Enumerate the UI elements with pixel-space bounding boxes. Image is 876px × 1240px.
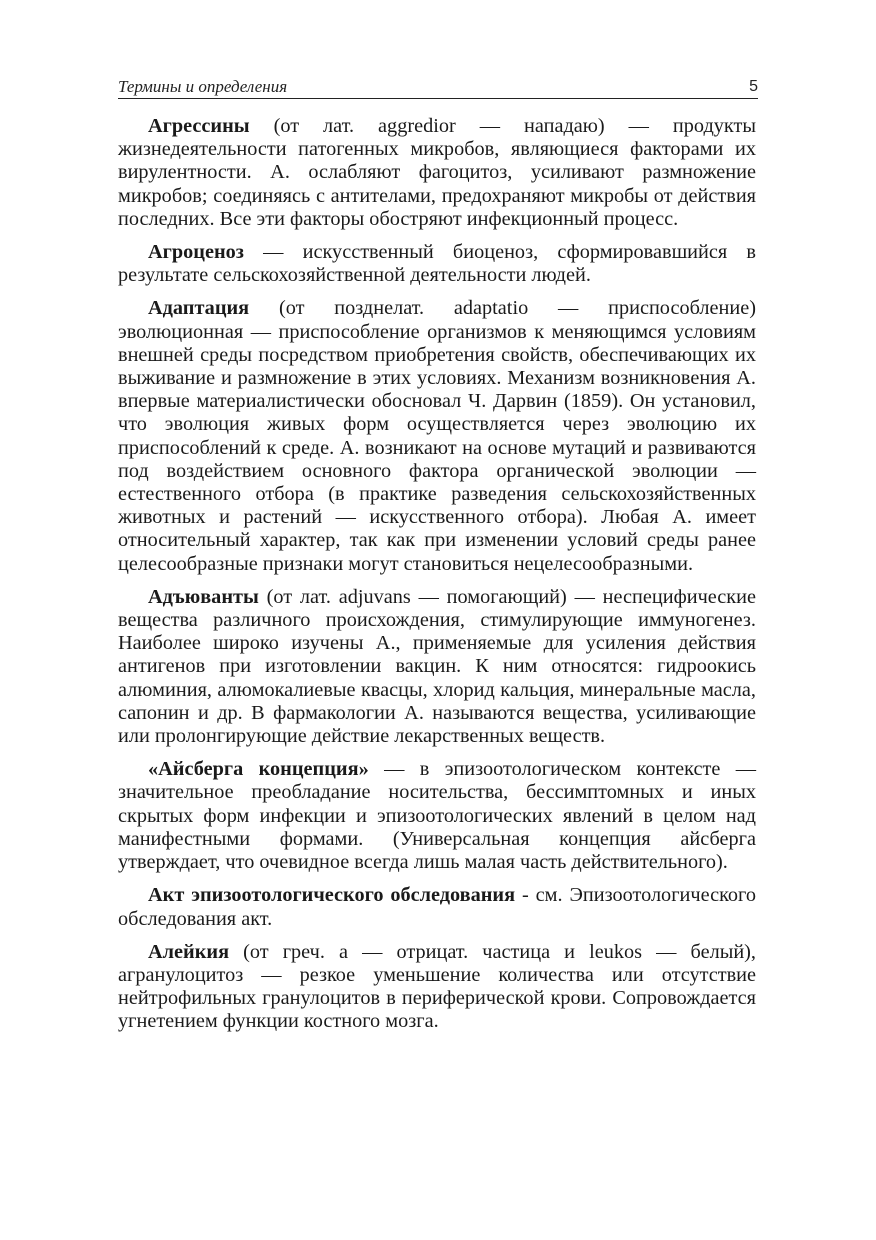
glossary-entry [118, 115, 756, 231]
page-number: 5 [749, 78, 758, 95]
entry-definition: — искусственный биоценоз, сформировавшийся в результате сельскохозяйственной деятельности людей. [118, 241, 756, 287]
glossary-entry [118, 758, 756, 874]
glossary-entry [118, 297, 756, 575]
entry-term: Адъюванты [148, 585, 259, 608]
entry-term: Акт эпизоотологического обследования [148, 884, 516, 907]
glossary-entry [118, 586, 756, 748]
entry-definition: (от греч. а — отрицат. частица и leukos — белый), агранулоцитоз — резкое уменьшение количества или отсутствие нейтрофильных гранулоцитов в периферической крови. Сопровождается угнетением функции костного мозга. [118, 940, 756, 1033]
entry-term: «Айсберга концепция» [148, 758, 369, 781]
entry-definition: (от позднелат. adaptatio — приспособление) эволюционная — приспособление организмов к меняющимся условиям внешней среды посредством приобретения свойств, обеспечивающих их выживание и размножение в этих условиях. Механизм возникновения А. впервые материалистически обосновал Ч. Дарвин (1859). Он установил, что эволюция живых форм осуществляется через эволюцию их приспособлений к среде. А. возникают на основе мутаций и развиваются под воздействием основного фактора органической эволюции — естественного отбора (в практике разведения сельскохозяйственных животных и растений — искусственного отбора). Любая А. имеет относительный характер, так как при изменении условий среды ранее целесообразные признаки могут становиться нецелесообразными. [118, 297, 756, 575]
entry-term: Агрессины [148, 115, 250, 137]
running-title: Термины и определения [118, 77, 288, 96]
entry-definition: (от лат. adjuvans — помогающий) — неспецифические вещества различного происхождения, стимулирующие иммуногенез. Наиболее широко изучены А., применяемые для усиления действия антигенов при изготовлении вакцин. К ним относятся: гидроокись алюминия, алюмокалиевые квасцы, хлорид кальция, минеральные масла, сапонин и др. В фармакологии А. называются вещества, усиливающие или пролонгирующие действие лекарственных веществ. [118, 585, 756, 748]
running-header [118, 76, 758, 99]
entry-term: Алейкия [148, 940, 230, 963]
glossary-entry [118, 941, 756, 1034]
entry-term: Адаптация [148, 297, 250, 320]
entry-term: Агроценоз [148, 241, 244, 264]
glossary-entry [118, 884, 756, 930]
glossary-entries [118, 115, 756, 1044]
entry-definition: (от лат. aggredior — нападаю) — продукты жизнедеятельности патогенных микробов, являющиеся факторами их вирулентности. А. ослабляют фагоцитоз, усиливают размножение микробов; соединяясь с антителами, предохраняют микробы от действия последних. Все эти факторы обостряют инфекционный процесс. [118, 115, 756, 230]
entry-definition: - см. Эпизоотологического обследования акт. [118, 884, 756, 930]
glossary-entry [118, 241, 756, 287]
entry-definition: — в эпизоотологическом контексте — значительное преобладание носительства, бессимптомных и иных скрытых форм инфекции и эпизоотологических явлений в целом над манифестными формами. (Универсальная концепция айсберга утверждает, что очевидное всегда лишь малая часть действительного). [118, 758, 756, 874]
